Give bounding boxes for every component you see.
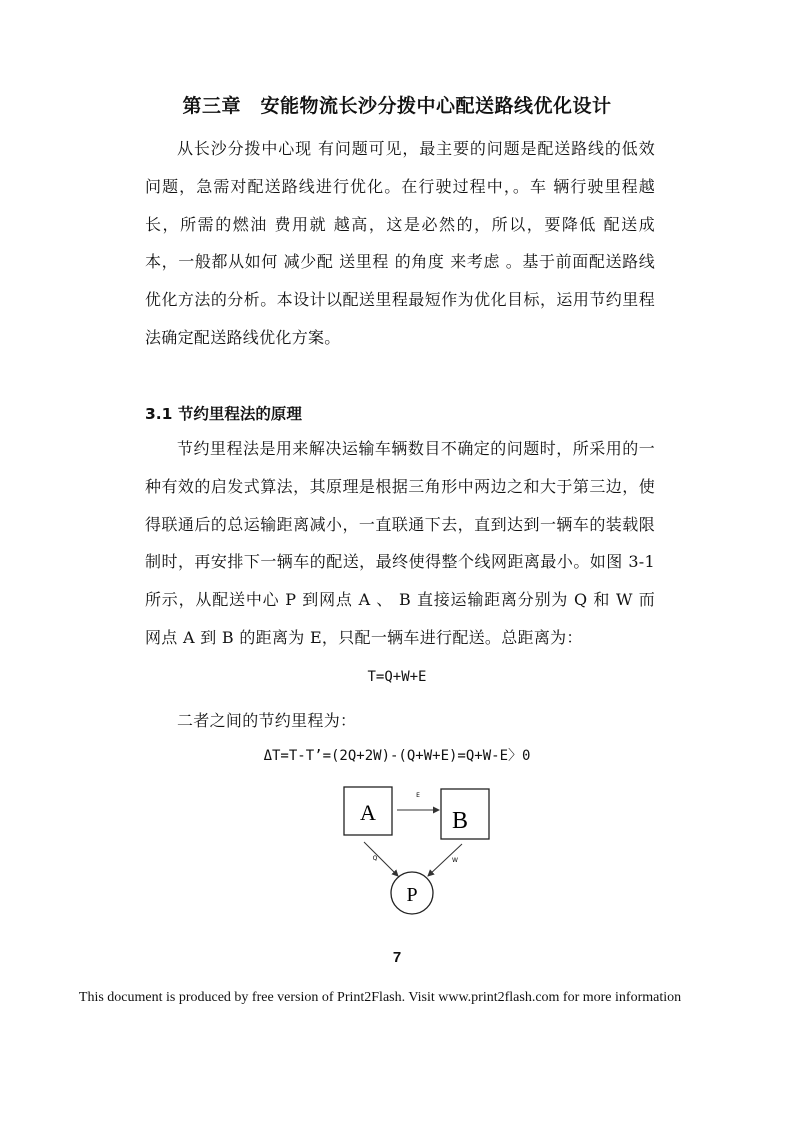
intro-paragraph: 从长沙分拨中心现 有问题可见，最主要的问题是配送路线的低效问题，急需对配送路线进行优化。在行驶过程中，。车 辆行驶里程越 长，所需的燃油 费用就 越高，这是必然的，所以，要降低 配送成 本，一般都从如何 减少配 送里程 的角度 来考虑 。基于前面配送路线优化方法的分析。本设计以配送里程最短作为优化目标，运用节约里程法确定配送路线优化方案。 [145,139,655,347]
node-a-label: A [360,800,376,825]
edge-ab-label: E [416,792,420,799]
chapter-title: 第三章 安能物流长沙分拨中心配送路线优化设计 [182,95,612,117]
edge-ap-arrow [364,842,398,876]
section-paragraph: 节约里程法是用来解决运输车辆数目不确定的问题时，所采用的一种有效的启发式算法，其原理是根据三角形中两边之和大于第三边，使得联通后的总运输距离减小，一直联通下去，直到达到一辆车的装载限制时，再安排下一辆车的配送，最终使得整个线网距离最小。如图 3-1 所示，从配送中心 P 到网点 A 、 B 直接运输距离分别为 Q 和 W 而网点 A 到 B 的距离为 E，只配一辆车进行配送。总距离为： [145,439,655,647]
node-p-label: P [406,884,418,906]
edge-ap-label: Q [372,855,378,862]
page-number: 7 [392,949,402,966]
edge-bp-label: W [452,857,458,864]
section-title: 3.1 节约里程法的原理 [145,405,302,423]
savings-diagram [330,780,500,930]
savings-formula: ΔT=T-T’=(2Q+2W)-(Q+W+E)=Q+W-E〉0 [263,748,531,764]
savings-label: 二者之间的节约里程为： [177,711,357,730]
node-b-label: B [451,808,469,834]
footer-notice: This document is produced by free version of Print2Flash. Visit www.print2flash.com for more information [78,990,682,1005]
total-distance-formula: T=Q+W+E [367,669,427,685]
